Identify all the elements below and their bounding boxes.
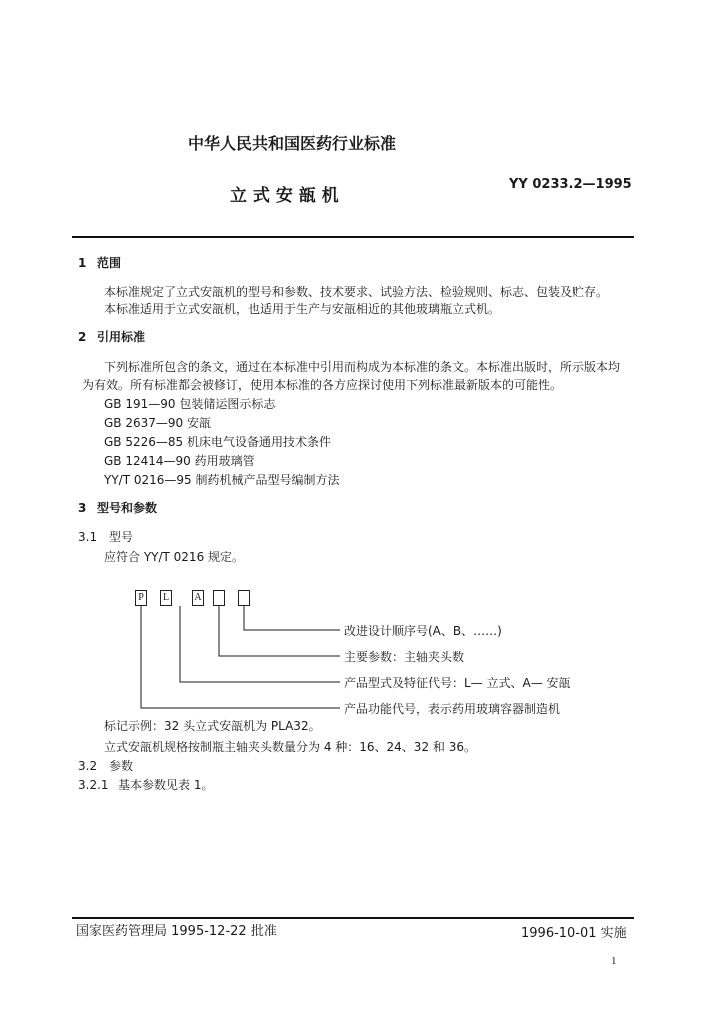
section1-heading: 范围 — [97, 256, 122, 270]
section3-2-1-text: 基本参数见表 1。 — [118, 778, 214, 792]
section3-2-heading: 参数 — [109, 759, 134, 773]
ref-item: GB 5226—85 机床电气设备通用技术条件 — [104, 435, 331, 449]
model-box-p: P — [135, 590, 147, 606]
publisher-title: 中华人民共和国医药行业标准 — [188, 134, 397, 153]
section2-heading: 引用标准 — [97, 330, 146, 344]
model-box-a: A — [192, 590, 204, 606]
diagram-label-revision: 改进设计顺序号(A、B、……) — [344, 624, 502, 638]
section3-1-heading: 型号 — [109, 530, 134, 544]
section3-number: 3 — [78, 501, 87, 515]
diagram-label-param: 主要参数：主轴夹头数 — [344, 650, 465, 664]
standard-code: YY 0233.2—1995 — [509, 177, 632, 192]
diagram-label-type: 产品型式及特征代号：L— 立式、A— 安瓿 — [344, 676, 571, 690]
footer-rule — [72, 917, 634, 919]
ref-item: GB 12414—90 药用玻璃管 — [104, 454, 255, 468]
section2-number: 2 — [78, 330, 87, 344]
section3-2-number: 3.2 — [78, 759, 98, 773]
ref-item: GB 2637—90 安瓿 — [104, 416, 211, 430]
connector-function — [141, 606, 340, 708]
document-title: 立 式 安 瓿 机 — [230, 186, 339, 206]
section1-para2: 本标准适用于立式安瓿机，也适用于生产与安瓿相近的其他玻璃瓶立式机。 — [104, 302, 501, 316]
section3-1-number: 3.1 — [78, 530, 98, 544]
section3-1-text: 应符合 YY/T 0216 规定。 — [104, 550, 245, 564]
connector-revision — [244, 606, 340, 630]
ref-item: GB 191—90 包装储运图示标志 — [104, 397, 276, 411]
approval-date: 国家医药管理局 1995-12-22 批准 — [76, 924, 277, 939]
model-box-l: L — [160, 590, 172, 606]
implementation-date: 1996-10-01 实施 — [521, 926, 627, 941]
page-number: 1 — [611, 955, 617, 967]
section1-para1: 本标准规定了立式安瓿机的型号和参数、技术要求、试验方法、检验规则、标志、包装及贮存。 — [104, 285, 609, 299]
section3-heading: 型号和参数 — [97, 501, 158, 515]
diagram-label-function: 产品功能代号，表示药用玻璃容器制造机 — [344, 702, 561, 716]
section2-para-line1: 下列标准所包含的条文，通过在本标准中引用而构成为本标准的条文。本标准出版时，所示版本均 — [104, 360, 621, 374]
marking-example: 标记示例：32 头立式安瓿机为 PLA32。 — [104, 719, 321, 733]
section1-number: 1 — [78, 256, 87, 270]
section3-2-1-number: 3.2.1 — [78, 778, 109, 792]
connector-param — [219, 606, 340, 656]
connector-type — [180, 606, 340, 682]
section2-para-line2: 为有效。所有标准都会被修订，使用本标准的各方应探讨使用下列标准最新版本的可能性。 — [82, 378, 563, 392]
spec-note: 立式安瓿机规格按制瓶主轴夹头数量分为 4 种：16、24、32 和 36。 — [104, 740, 476, 754]
ref-item: YY/T 0216—95 制药机械产品型号编制方法 — [104, 473, 340, 487]
